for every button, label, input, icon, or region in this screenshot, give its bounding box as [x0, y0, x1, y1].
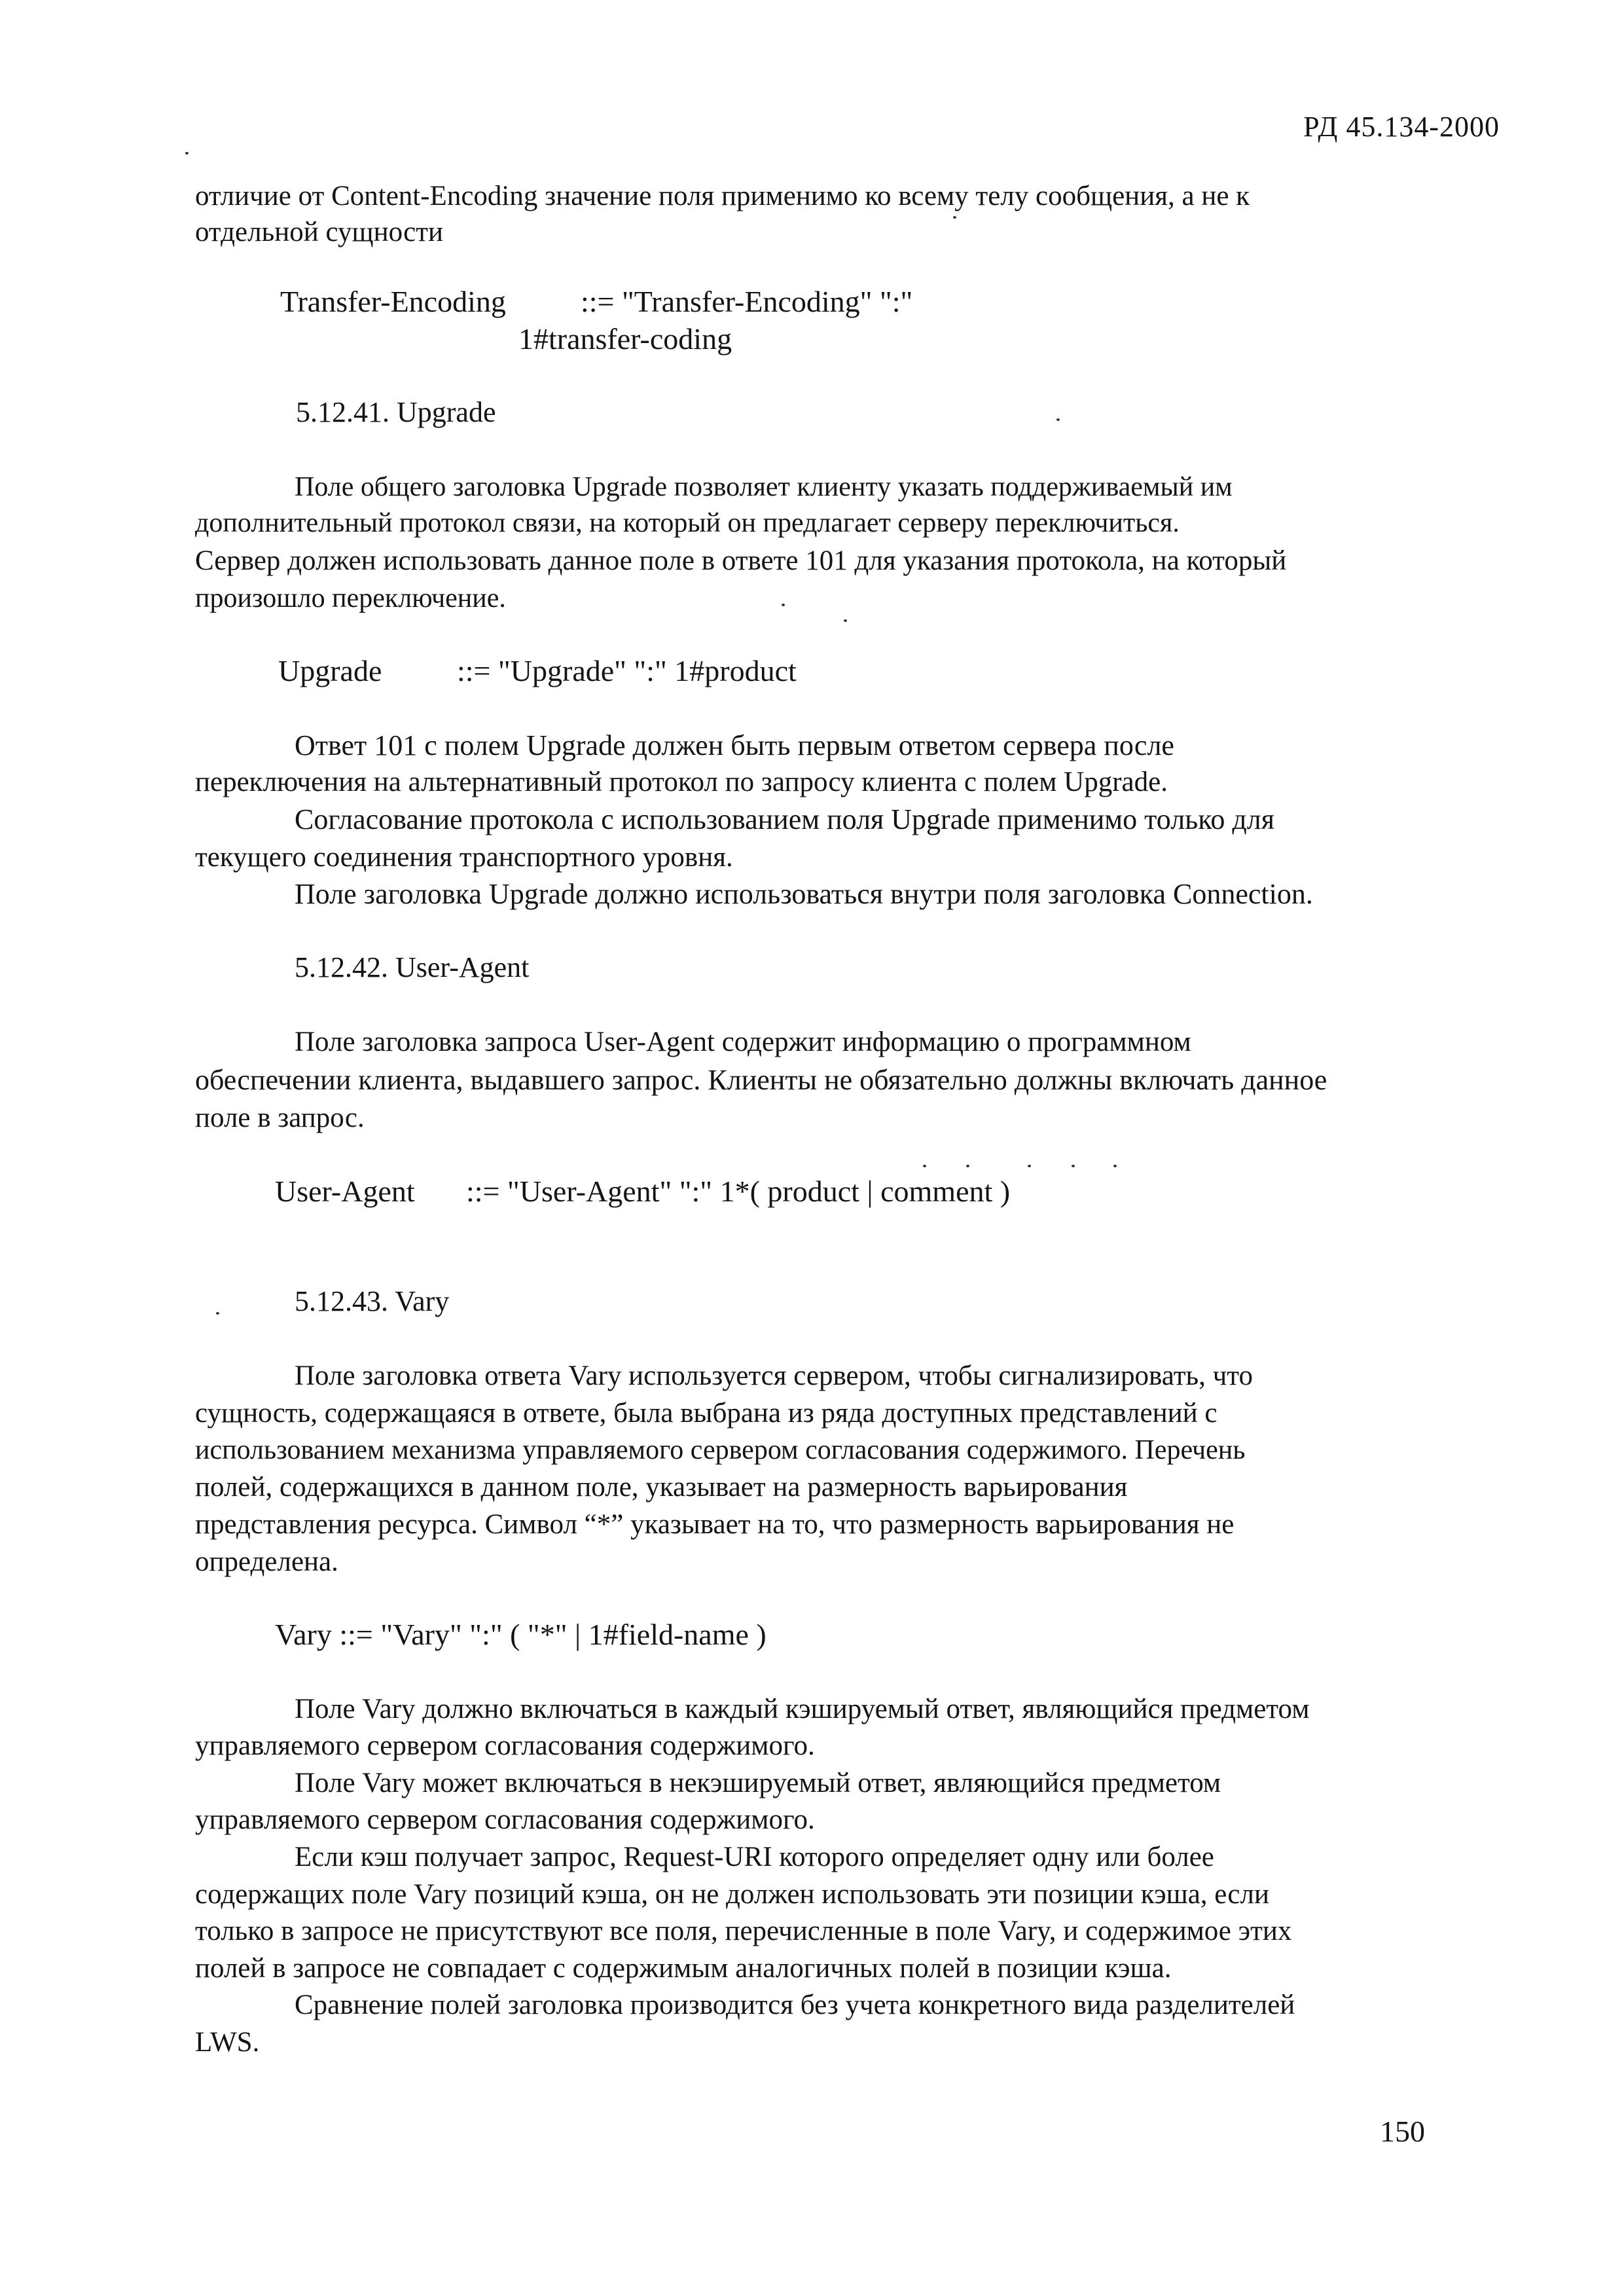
- vary-para3-line2: управляемого сервером согласования содержимого.: [195, 1804, 815, 1835]
- vary-para4-line1: Если кэш получает запрос, Request-URI которого определяет одну или более: [295, 1842, 1214, 1872]
- upgrade-para1-line4: произошло переключение.: [195, 583, 506, 613]
- vary-para5-line1: Сравнение полей заголовка производится без учета конкретного вида разделителей: [295, 1990, 1295, 2020]
- intro-line-2: отдельной сущности: [195, 217, 444, 247]
- scan-speck: [1072, 1165, 1075, 1167]
- upgrade-para2-line1: Ответ 101 с полем Upgrade должен быть первым ответом сервера после: [295, 729, 1174, 761]
- transfer-encoding-rule-continuation: 1#transfer-coding: [518, 322, 732, 355]
- vary-para1-line3: использованием механизма управляемого сервером согласования содержимого. Перечень: [195, 1435, 1246, 1465]
- transfer-encoding-rule-lhs: Transfer-Encoding: [280, 285, 506, 318]
- vary-para1-line1: Поле заголовка ответа Vary используется сервером, чтобы сигнализировать, что: [295, 1360, 1254, 1391]
- document-id: РД 45.134-2000: [1303, 111, 1500, 143]
- upgrade-para1-line1: Поле общего заголовка Upgrade позволяет клиенту указать поддерживаемый им: [295, 472, 1233, 502]
- upgrade-para4-line1: Поле заголовка Upgrade должно использоваться внутри поля заголовка Connection.: [295, 878, 1313, 910]
- vary-para4-line4: полей в запросе не совпадает с содержимым аналогичных полей в позиции кэша.: [195, 1953, 1172, 1984]
- upgrade-rule-lhs: Upgrade: [278, 654, 382, 687]
- section-heading-upgrade: 5.12.41. Upgrade: [296, 396, 496, 428]
- vary-para1-line5: представления ресурса. Символ “*” указывает на то, что размерность варьирования не: [195, 1509, 1235, 1540]
- upgrade-para3-line2: текущего соединения транспортного уровня.: [195, 842, 733, 873]
- user-agent-rule-lhs: User-Agent: [275, 1175, 415, 1208]
- scan-speck: [1028, 1165, 1031, 1167]
- scan-speck: [185, 152, 189, 155]
- intro-line-1: отличие от Content-Encoding значение поля применимо ко всему телу сообщения, а не к: [195, 181, 1250, 211]
- user-agent-para1-line2: обеспечении клиента, выдавшего запрос. Клиенты не обязательно должны включать данное: [195, 1064, 1327, 1096]
- vary-para1-line4: полей, содержащихся в данном поле, указывает на размерность варьирования: [195, 1472, 1128, 1503]
- upgrade-para2-line2: переключения на альтернативный протокол по запросу клиента с полем Upgrade.: [195, 767, 1168, 797]
- scan-speck: [844, 619, 847, 622]
- user-agent-rule-rhs: ::= "User-Agent" ":" 1*( product | comment ): [466, 1175, 1011, 1208]
- upgrade-para3-line1: Согласование протокола с использованием поля Upgrade применимо только для: [295, 803, 1274, 835]
- vary-para5-line2: LWS.: [195, 2027, 260, 2058]
- vary-para4-line2: содержащих поле Vary позиций кэша, он не должен использовать эти позиции кэша, если: [195, 1879, 1269, 1910]
- page-number: 150: [1380, 2115, 1425, 2148]
- vary-para4-line3: только в запросе не присутствуют все поля, перечисленные в поле Vary, и содержимое этих: [195, 1916, 1292, 1946]
- upgrade-para1-line3: Сервер должен использовать данное поле в ответе 101 для указания протокола, на который: [195, 545, 1287, 576]
- scan-speck: [782, 604, 785, 606]
- vary-para2-line2: управляемого сервером согласования содержимого.: [195, 1730, 815, 1761]
- vary-rule: Vary ::= "Vary" ":" ( "*" | 1#field-name ): [275, 1618, 767, 1651]
- section-heading-vary: 5.12.43. Vary: [295, 1285, 450, 1317]
- scan-speck: [953, 216, 956, 219]
- scan-speck: [923, 1165, 926, 1167]
- user-agent-para1-line1: Поле заголовка запроса User-Agent содержит информацию о программном: [295, 1027, 1191, 1057]
- scan-speck: [966, 1165, 969, 1167]
- user-agent-para1-line3: поле в запрос.: [195, 1102, 365, 1133]
- scan-speck: [1113, 1165, 1117, 1167]
- scan-speck: [1056, 418, 1060, 421]
- transfer-encoding-rule-rhs: ::= "Transfer-Encoding" ":": [581, 285, 913, 318]
- vary-para1-line2: сущность, содержащаяся в ответе, была выбрана из ряда доступных представлений с: [195, 1398, 1218, 1429]
- upgrade-rule-rhs: ::= "Upgrade" ":" 1#product: [457, 654, 797, 687]
- section-heading-user-agent: 5.12.42. User-Agent: [295, 951, 530, 983]
- vary-para1-line6: определена.: [195, 1546, 338, 1577]
- scan-speck: [216, 1312, 219, 1315]
- upgrade-para1-line2: дополнительный протокол связи, на который он предлагает серверу переключиться.: [195, 508, 1180, 538]
- vary-para3-line1: Поле Vary может включаться в некэшируемый ответ, являющийся предметом: [295, 1768, 1221, 1798]
- vary-para2-line1: Поле Vary должно включаться в каждый кэшируемый ответ, являющийся предметом: [295, 1694, 1310, 1724]
